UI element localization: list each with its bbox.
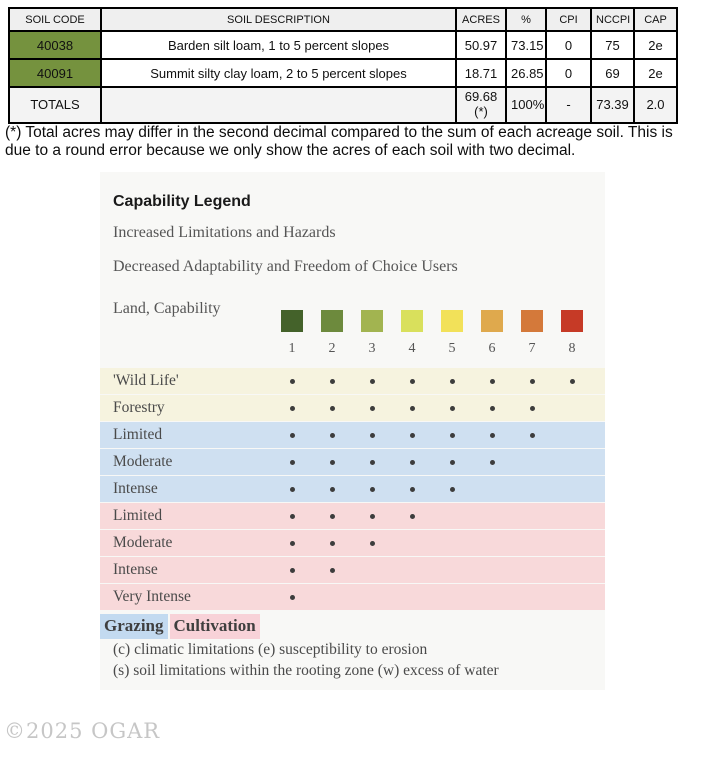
dot-slot bbox=[472, 584, 512, 610]
soil-acres-cell: 50.97 bbox=[456, 31, 506, 59]
dot-slot bbox=[392, 395, 432, 421]
totals-description bbox=[101, 87, 456, 123]
cpi-header: CPI bbox=[546, 8, 591, 31]
totals-label: TOTALS bbox=[9, 87, 101, 123]
legend-row-dots bbox=[272, 422, 592, 448]
dot-slot bbox=[432, 503, 472, 529]
cultivation-group-label: Cultivation bbox=[170, 614, 260, 639]
capability-class-7-swatch bbox=[521, 310, 543, 332]
soil-description-cell: Summit silty clay loam, 2 to 5 percent slopes bbox=[101, 59, 456, 87]
dot-slot bbox=[512, 368, 552, 394]
dot-slot bbox=[392, 449, 432, 475]
dot-slot bbox=[512, 503, 552, 529]
capability-dot bbox=[410, 514, 415, 519]
capability-dot bbox=[370, 541, 375, 546]
dot-slot bbox=[392, 530, 432, 556]
dot-slot bbox=[472, 476, 512, 502]
percent-header: % bbox=[506, 8, 546, 31]
capability-dot bbox=[410, 379, 415, 384]
soil-table-row bbox=[9, 59, 677, 87]
soil-code-cell: 40091 bbox=[9, 59, 101, 87]
copyright-watermark: ©2025 OGAR bbox=[4, 719, 161, 743]
capability-dot bbox=[290, 595, 295, 600]
soil-code-cell: 40038 bbox=[9, 31, 101, 59]
dot-slot bbox=[552, 557, 592, 583]
legend-row-label: Moderate bbox=[113, 534, 173, 551]
soil-cpi-cell: 0 bbox=[546, 59, 591, 87]
capability-dot bbox=[490, 406, 495, 411]
capability-matrix bbox=[100, 368, 605, 611]
soil-percent-cell: 26.85 bbox=[506, 59, 546, 87]
capability-dot bbox=[410, 487, 415, 492]
dot-slot bbox=[552, 584, 592, 610]
capability-dot bbox=[570, 379, 575, 384]
capability-class-number: 1 bbox=[288, 341, 296, 356]
dot-slot bbox=[472, 368, 512, 394]
dot-slot bbox=[352, 476, 392, 502]
legend-row-general bbox=[100, 368, 605, 394]
soil-nccpi-cell: 75 bbox=[591, 31, 634, 59]
dot-slot bbox=[312, 584, 352, 610]
dot-slot bbox=[512, 422, 552, 448]
color-square-slot bbox=[352, 310, 392, 332]
dot-slot bbox=[312, 557, 352, 583]
dot-slot bbox=[432, 422, 472, 448]
dot-slot bbox=[272, 422, 312, 448]
capability-dot bbox=[530, 406, 535, 411]
totals-cap: 2.0 bbox=[634, 87, 677, 123]
capability-color-scale bbox=[272, 310, 592, 332]
cap-header: CAP bbox=[634, 8, 677, 31]
capability-class-number: 2 bbox=[328, 341, 336, 356]
legend-footnote-soil: (s) soil limitations within the rooting zone (w) excess of water bbox=[113, 662, 499, 679]
capability-dot bbox=[370, 406, 375, 411]
dot-slot bbox=[272, 395, 312, 421]
capability-class-number: 5 bbox=[448, 341, 456, 356]
capability-dot bbox=[290, 379, 295, 384]
dot-slot bbox=[352, 503, 392, 529]
dot-slot bbox=[432, 395, 472, 421]
capability-dot bbox=[290, 487, 295, 492]
capability-class-1-swatch bbox=[281, 310, 303, 332]
dot-slot bbox=[312, 476, 352, 502]
legend-row-label: Very Intense bbox=[113, 588, 191, 605]
dot-slot bbox=[512, 584, 552, 610]
dot-slot bbox=[432, 530, 472, 556]
legend-row-dots bbox=[272, 503, 592, 529]
capability-dot bbox=[330, 568, 335, 573]
legend-row-cultivation bbox=[100, 557, 605, 583]
dot-slot bbox=[472, 503, 512, 529]
capability-dot bbox=[410, 433, 415, 438]
soil-cap-cell: 2e bbox=[634, 59, 677, 87]
group-labels bbox=[100, 614, 260, 639]
soil-report-table bbox=[8, 7, 678, 124]
dot-slot bbox=[472, 449, 512, 475]
dot-slot bbox=[472, 422, 512, 448]
dot-slot bbox=[272, 476, 312, 502]
dot-slot bbox=[472, 557, 512, 583]
dot-slot bbox=[312, 530, 352, 556]
dot-slot bbox=[472, 395, 512, 421]
legend-row-cultivation bbox=[100, 503, 605, 529]
land-capability-label: Land, Capability bbox=[113, 300, 221, 317]
color-square-slot bbox=[392, 310, 432, 332]
legend-row-cultivation bbox=[100, 530, 605, 556]
capability-class-number: 4 bbox=[408, 341, 416, 356]
soil-cap-cell: 2e bbox=[634, 31, 677, 59]
capability-dot bbox=[370, 460, 375, 465]
dot-slot bbox=[352, 530, 392, 556]
legend-row-label: Limited bbox=[113, 426, 163, 443]
dot-slot bbox=[272, 503, 312, 529]
capability-dot bbox=[290, 514, 295, 519]
dot-slot bbox=[392, 422, 432, 448]
legend-subtitle-adaptability: Decreased Adaptability and Freedom of Choice Users bbox=[113, 258, 458, 275]
dot-slot bbox=[432, 368, 472, 394]
nccpi-header: NCCPI bbox=[591, 8, 634, 31]
capability-dot bbox=[490, 433, 495, 438]
capability-class-number: 7 bbox=[528, 341, 536, 356]
grazing-group-label: Grazing bbox=[100, 614, 168, 639]
color-square-slot bbox=[312, 310, 352, 332]
legend-row-label: Forestry bbox=[113, 399, 165, 416]
dot-slot bbox=[512, 530, 552, 556]
dot-slot bbox=[552, 422, 592, 448]
acres-header: ACRES bbox=[456, 8, 506, 31]
dot-slot bbox=[512, 395, 552, 421]
dot-slot bbox=[432, 584, 472, 610]
dot-slot bbox=[272, 584, 312, 610]
legend-row-label: Limited bbox=[113, 507, 163, 524]
dot-slot bbox=[312, 449, 352, 475]
dot-slot bbox=[552, 530, 592, 556]
capability-dot bbox=[530, 433, 535, 438]
legend-row-dots bbox=[272, 449, 592, 475]
color-square-slot bbox=[272, 310, 312, 332]
dot-slot bbox=[512, 557, 552, 583]
legend-row-cultivation bbox=[100, 584, 605, 610]
acreage-rounding-footnote: (*) Total acres may differ in the second decimal compared to the sum of each acreage soil. This is due to a round error because we only show the acres of each soil with two decimal. bbox=[5, 124, 673, 160]
legend-row-grazing bbox=[100, 422, 605, 448]
dot-slot bbox=[272, 530, 312, 556]
dot-slot bbox=[432, 449, 472, 475]
soil-nccpi-cell: 69 bbox=[591, 59, 634, 87]
capability-dot bbox=[290, 460, 295, 465]
legend-row-label: Intense bbox=[113, 480, 158, 497]
legend-row-dots bbox=[272, 557, 592, 583]
capability-class-number: 3 bbox=[368, 341, 376, 356]
capability-dot bbox=[330, 487, 335, 492]
legend-row-dots bbox=[272, 368, 592, 394]
capability-dot bbox=[450, 433, 455, 438]
dot-slot bbox=[552, 368, 592, 394]
capability-dot bbox=[330, 460, 335, 465]
capability-class-5-swatch bbox=[441, 310, 463, 332]
capability-dot bbox=[490, 379, 495, 384]
capability-class-number: 6 bbox=[488, 341, 496, 356]
capability-class-8-swatch bbox=[561, 310, 583, 332]
legend-row-label: 'Wild Life' bbox=[113, 372, 179, 389]
totals-nccpi: 73.39 bbox=[591, 87, 634, 123]
legend-footnote-climatic: (c) climatic limitations (e) susceptibility to erosion bbox=[113, 641, 428, 658]
dot-slot bbox=[352, 422, 392, 448]
dot-slot bbox=[432, 557, 472, 583]
totals-row bbox=[9, 87, 677, 123]
color-square-slot bbox=[472, 310, 512, 332]
capability-class-6-swatch bbox=[481, 310, 503, 332]
dot-slot bbox=[392, 368, 432, 394]
color-square-slot bbox=[512, 310, 552, 332]
capability-class-3-swatch bbox=[361, 310, 383, 332]
totals-percent: 100% bbox=[506, 87, 546, 123]
legend-row-dots bbox=[272, 530, 592, 556]
capability-dot bbox=[330, 379, 335, 384]
capability-dot bbox=[370, 433, 375, 438]
legend-row-dots bbox=[272, 476, 592, 502]
dot-slot bbox=[312, 395, 352, 421]
dot-slot bbox=[392, 476, 432, 502]
dot-slot bbox=[392, 503, 432, 529]
dot-slot bbox=[272, 368, 312, 394]
capability-dot bbox=[290, 406, 295, 411]
capability-legend-panel bbox=[100, 172, 605, 690]
dot-slot bbox=[432, 476, 472, 502]
dot-slot bbox=[392, 584, 432, 610]
legend-subtitle-limitations: Increased Limitations and Hazards bbox=[113, 224, 336, 241]
dot-slot bbox=[272, 557, 312, 583]
dot-slot bbox=[352, 395, 392, 421]
capability-dot bbox=[530, 379, 535, 384]
soil-code-header: SOIL CODE bbox=[9, 8, 101, 31]
capability-dot bbox=[410, 406, 415, 411]
soil-percent-cell: 73.15 bbox=[506, 31, 546, 59]
dot-slot bbox=[352, 557, 392, 583]
dot-slot bbox=[352, 449, 392, 475]
legend-row-label: Moderate bbox=[113, 453, 173, 470]
capability-dot bbox=[290, 568, 295, 573]
capability-dot bbox=[370, 514, 375, 519]
dot-slot bbox=[312, 368, 352, 394]
soil-description-cell: Barden silt loam, 1 to 5 percent slopes bbox=[101, 31, 456, 59]
totals-cpi: - bbox=[546, 87, 591, 123]
capability-dot bbox=[410, 460, 415, 465]
capability-dot bbox=[290, 433, 295, 438]
capability-dot bbox=[330, 433, 335, 438]
dot-slot bbox=[552, 395, 592, 421]
color-square-slot bbox=[552, 310, 592, 332]
legend-row-general bbox=[100, 395, 605, 421]
dot-slot bbox=[512, 476, 552, 502]
soil-description-header: SOIL DESCRIPTION bbox=[101, 8, 456, 31]
capability-dot bbox=[450, 460, 455, 465]
capability-dot bbox=[490, 460, 495, 465]
legend-row-grazing bbox=[100, 476, 605, 502]
dot-slot bbox=[512, 449, 552, 475]
dot-slot bbox=[352, 584, 392, 610]
capability-dot bbox=[450, 406, 455, 411]
capability-dot bbox=[450, 379, 455, 384]
dot-slot bbox=[552, 503, 592, 529]
capability-dot bbox=[370, 487, 375, 492]
legend-row-label: Intense bbox=[113, 561, 158, 578]
soil-table-header-row bbox=[9, 8, 677, 31]
soil-cpi-cell: 0 bbox=[546, 31, 591, 59]
legend-row-dots bbox=[272, 395, 592, 421]
dot-slot bbox=[352, 368, 392, 394]
capability-dot bbox=[370, 379, 375, 384]
soil-report-table-container bbox=[8, 7, 678, 124]
capability-dot bbox=[450, 487, 455, 492]
capability-class-numbers bbox=[272, 341, 592, 357]
capability-class-2-swatch bbox=[321, 310, 343, 332]
legend-row-dots bbox=[272, 584, 592, 610]
dot-slot bbox=[392, 557, 432, 583]
totals-acres: 69.68(*) bbox=[456, 87, 506, 123]
dot-slot bbox=[312, 503, 352, 529]
dot-slot bbox=[552, 449, 592, 475]
dot-slot bbox=[552, 476, 592, 502]
capability-dot bbox=[290, 541, 295, 546]
soil-acres-cell: 18.71 bbox=[456, 59, 506, 87]
legend-title: Capability Legend bbox=[113, 193, 251, 210]
legend-row-grazing bbox=[100, 449, 605, 475]
dot-slot bbox=[272, 449, 312, 475]
capability-class-4-swatch bbox=[401, 310, 423, 332]
dot-slot bbox=[472, 530, 512, 556]
dot-slot bbox=[312, 422, 352, 448]
capability-dot bbox=[330, 514, 335, 519]
capability-dot bbox=[330, 406, 335, 411]
color-square-slot bbox=[432, 310, 472, 332]
capability-class-number: 8 bbox=[568, 341, 576, 356]
soil-table-row bbox=[9, 31, 677, 59]
capability-dot bbox=[330, 541, 335, 546]
